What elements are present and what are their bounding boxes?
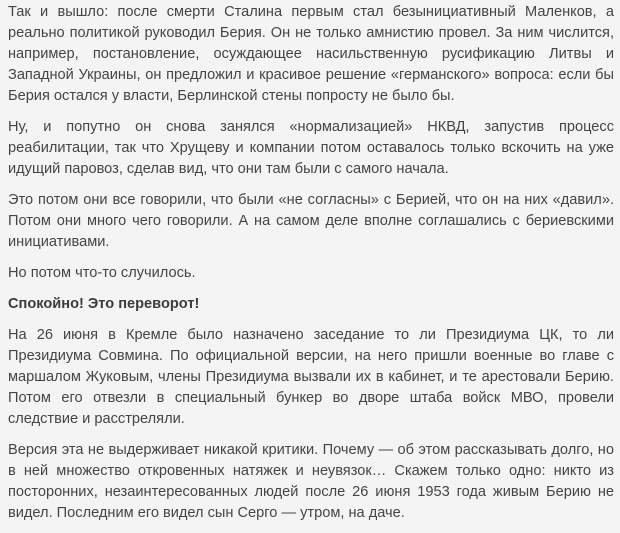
paragraph-version-criticism: Версия эта не выдерживает никакой критики. Почему — об этом рассказывать долго, но в ней множество откровенных натяжек и неувязок… Скажем только одно: никто из посторонних, незаинтересованных людей после 26 июня 1953 года живым Берию не видел. Последним его видел сын Серго — утром, на даче. bbox=[8, 442, 614, 521]
paragraph-disagreement: Это потом они все говорили, что были «не согласны» с Берией, что он на них «давил». Потом они много чего говорили. А на самом деле вполне соглашались с бериевскими инициативами. bbox=[8, 192, 614, 250]
paragraph-nkvd-rehabilitation: Ну, и попутно он снова занялся «нормализацией» НКВД, запустив процесс реабилитации, так что Хрущеву и компании потом оставалось только вскочить на уже идущий паровоз, сделав вид, что они там были с самого начала. bbox=[8, 119, 614, 177]
paragraph-something-happened: Но потом что-то случилось. bbox=[8, 265, 196, 281]
paragraph-malenkov-beria: Так и вышло: после смерти Сталина первым стал безынициативный Маленков, а реально политикой руководил Берия. Он не только амнистию провел. За ним числится, например, постановление, осуждающее насильственную русификацию Литвы и Западной Украины, он предложил и красивое решение «германского» вопроса: если бы Берия остался у власти, Берлинской стены попросту не было бы. bbox=[8, 4, 614, 104]
paragraph-june-26-arrest: На 26 июня в Кремле было назначено заседание то ли Президиума ЦК, то ли Президиума Совмина. По официальной версии, на него пришли военные во главе с маршалом Жуковым, члены Президиума вызвали их в кабинет, и те арестовали Берию. Потом его отвезли в специальный бункер во дворе штаба войск МВО, провели следствие и расстреляли. bbox=[8, 327, 614, 427]
section-heading: Спокойно! Это переворот! bbox=[8, 296, 200, 312]
